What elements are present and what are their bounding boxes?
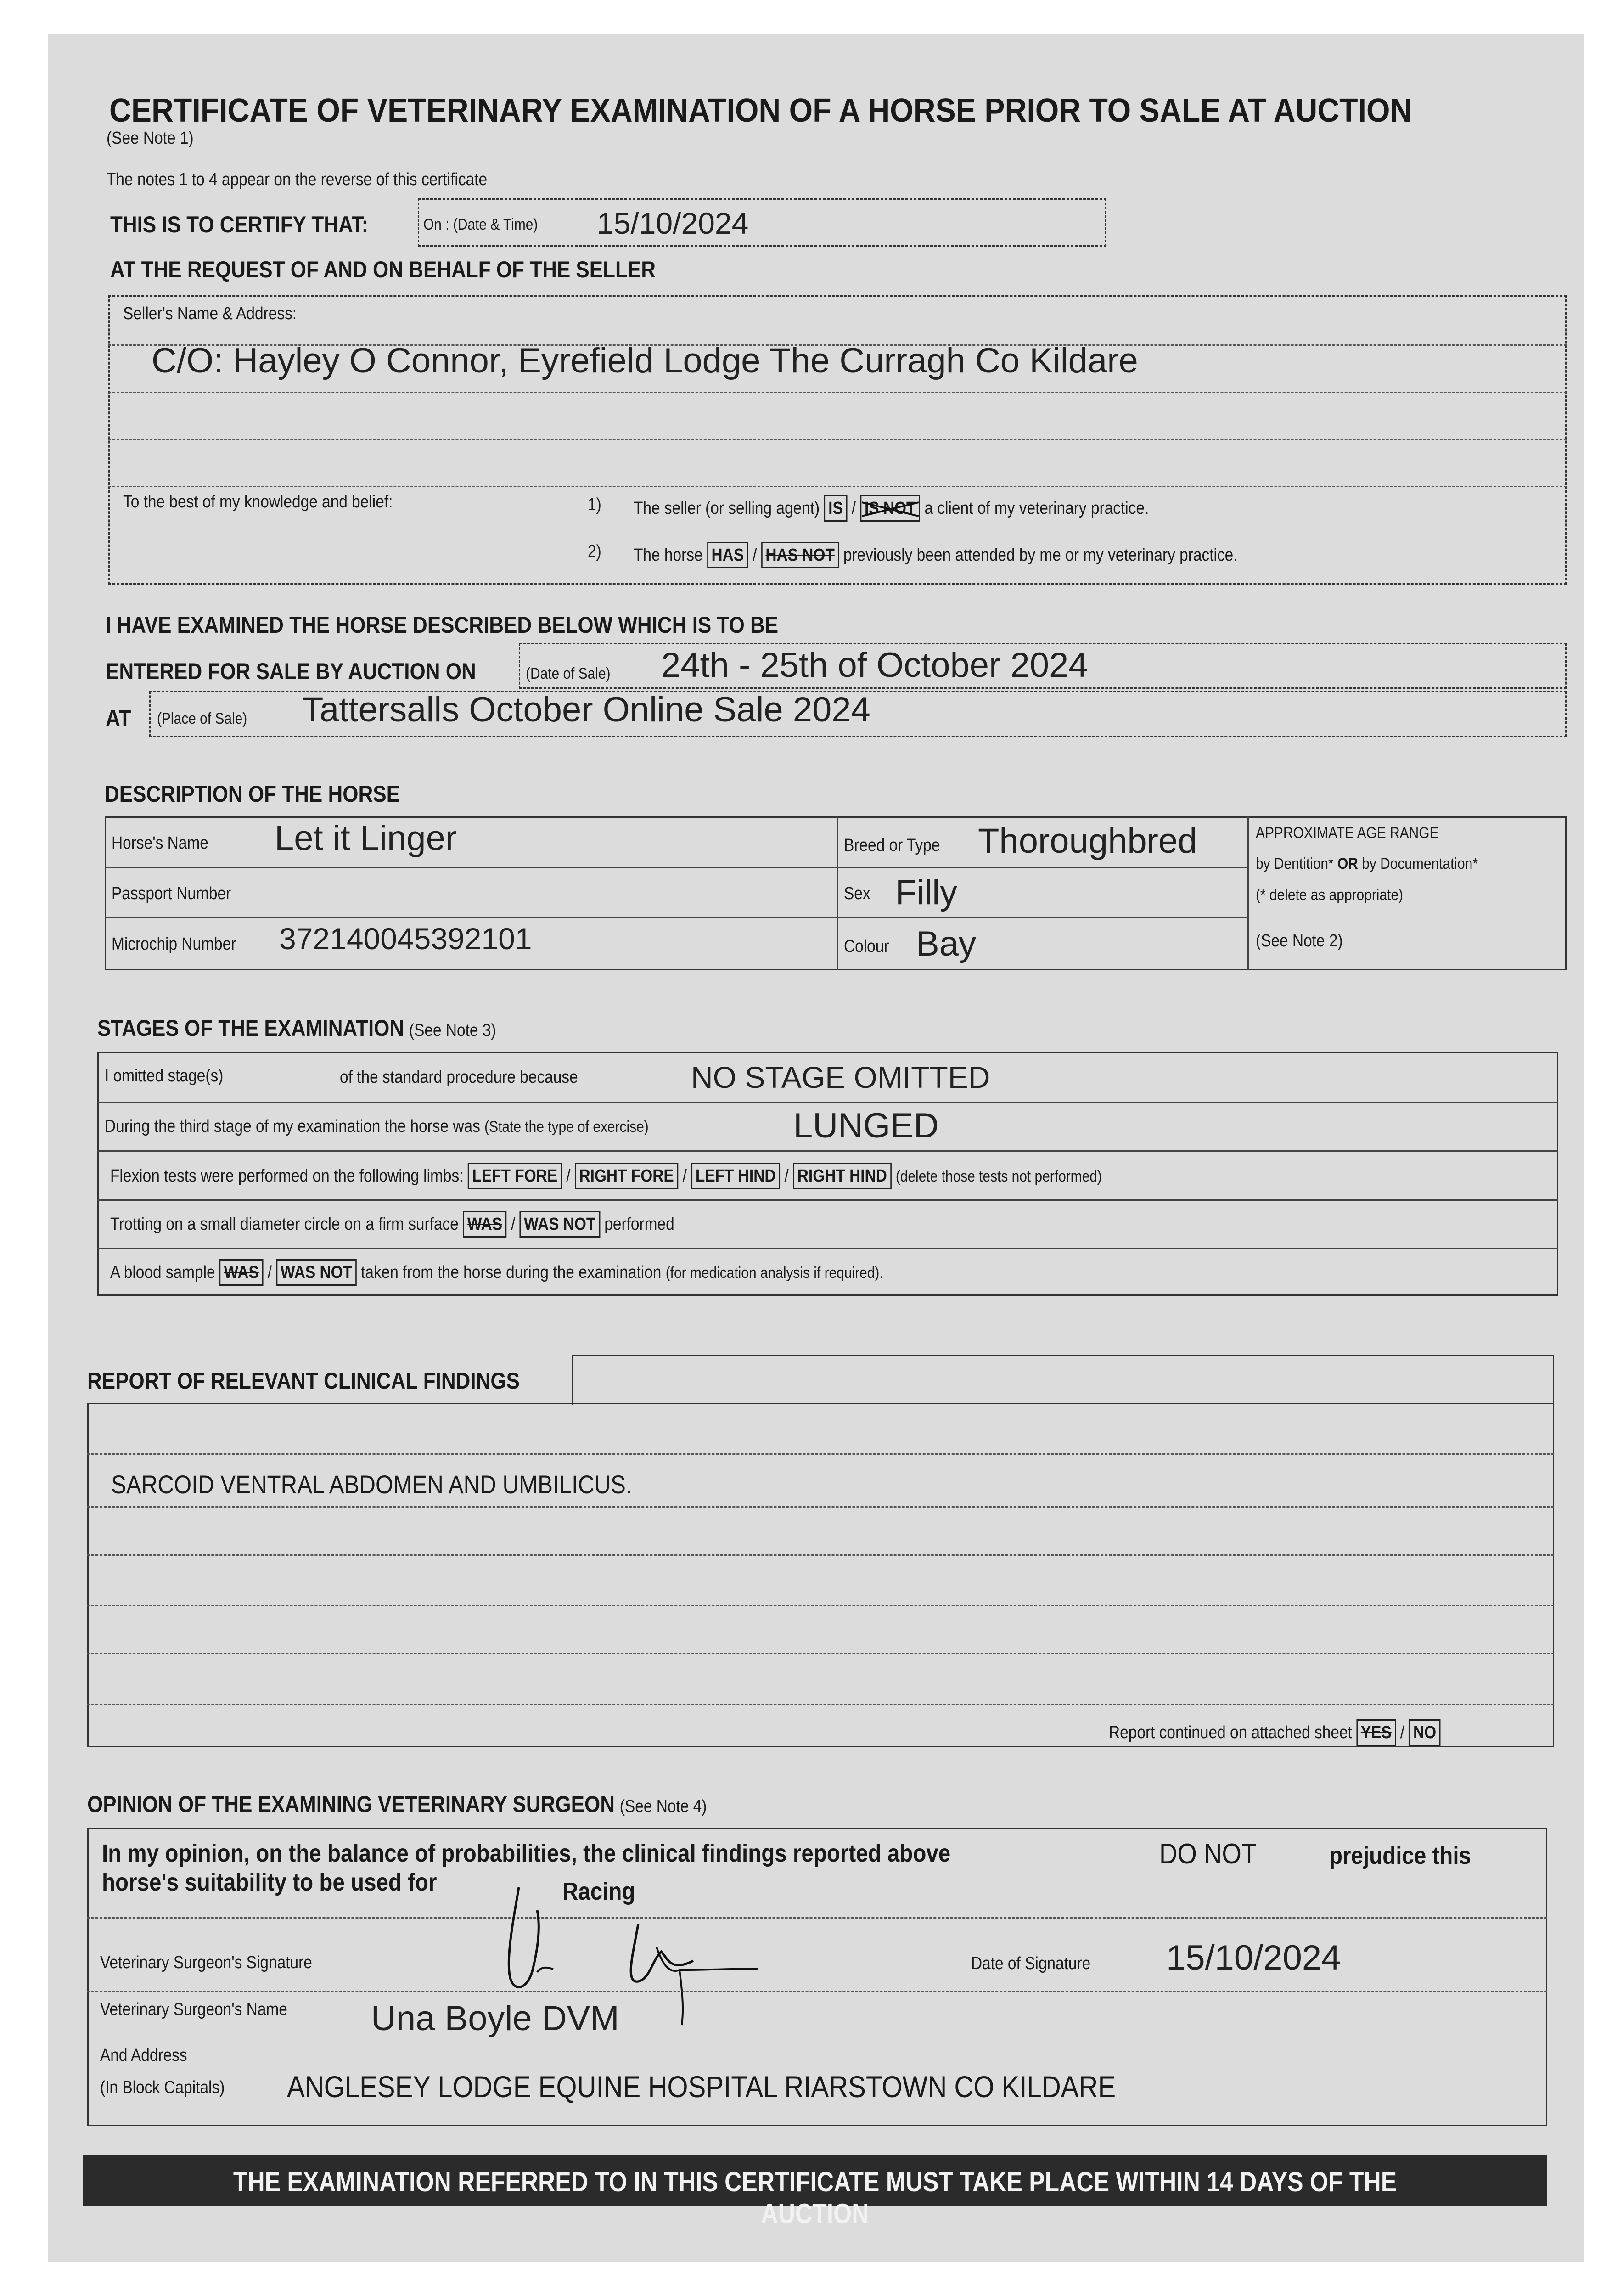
slash: / bbox=[753, 546, 757, 565]
age-title: APPROXIMATE AGE RANGE bbox=[1256, 824, 1439, 842]
seller-label: Seller's Name & Address: bbox=[123, 304, 297, 323]
item1-text: The seller (or selling agent) bbox=[634, 499, 820, 518]
trot-row bbox=[110, 1211, 674, 1238]
report-heading: REPORT OF RELEVANT CLINICAL FINDINGS bbox=[87, 1368, 520, 1394]
continued-row bbox=[1109, 1719, 1441, 1746]
slash: / bbox=[566, 1166, 571, 1186]
microchip-label: Microchip Number bbox=[112, 934, 236, 954]
flexion-row bbox=[110, 1163, 1102, 1189]
flex-note: (delete those tests not performed) bbox=[895, 1168, 1102, 1185]
colour-label: Colour bbox=[844, 937, 889, 956]
blood-note: (for medication analysis if required). bbox=[665, 1264, 883, 1282]
continued-no-option: NO bbox=[1409, 1719, 1441, 1746]
omitted-value: NO STAGE OMITTED bbox=[691, 1060, 990, 1094]
page-title: CERTIFICATE OF VETERINARY EXAMINATION OF A HORSE PRIOR TO SALE AT AUCTION bbox=[109, 92, 1412, 129]
divider bbox=[87, 1991, 1547, 1992]
continued-yes-option: YES bbox=[1356, 1719, 1396, 1746]
divider bbox=[837, 816, 838, 970]
sale-place: Tattersalls October Online Sale 2024 bbox=[302, 690, 870, 729]
divider bbox=[87, 1453, 1554, 1455]
item1-tail: a client of my veterinary practice. bbox=[924, 499, 1149, 518]
divider bbox=[87, 1605, 1554, 1606]
microchip-number: 372140045392101 bbox=[279, 922, 532, 956]
age-methods bbox=[1256, 855, 1478, 873]
item2-text: The horse bbox=[634, 546, 703, 565]
blood-row bbox=[110, 1259, 883, 1286]
divider bbox=[97, 1102, 1558, 1103]
item2-tail: previously been attended by me or my veterinary practice. bbox=[843, 546, 1238, 565]
footer-banner bbox=[83, 2155, 1547, 2229]
date-signature-label: Date of Signature bbox=[971, 1954, 1091, 1973]
divider bbox=[105, 867, 1248, 868]
seller-address: C/O: Hayley O Connor, Eyrefield Lodge The Curragh Co Kildare bbox=[152, 341, 1138, 380]
slash: / bbox=[851, 499, 856, 518]
exam-date: 15/10/2024 bbox=[597, 206, 749, 240]
flex-left-hind: LEFT HIND bbox=[691, 1163, 780, 1189]
at-label: AT bbox=[106, 705, 131, 731]
stages-heading: STAGES OF THE EXAMINATION bbox=[97, 1015, 404, 1041]
slash: / bbox=[267, 1263, 272, 1282]
sale-date: 24th - 25th of October 2024 bbox=[661, 646, 1088, 685]
blood-was-not-option: WAS NOT bbox=[276, 1259, 356, 1286]
slash: / bbox=[511, 1215, 516, 1234]
divider bbox=[97, 1199, 1558, 1201]
description-heading: DESCRIPTION OF THE HORSE bbox=[105, 781, 400, 807]
divider bbox=[108, 439, 1567, 440]
certify-label: THIS IS TO CERTIFY THAT: bbox=[110, 212, 369, 237]
omitted-label: I omitted stage(s) bbox=[105, 1066, 224, 1086]
blood-was-option: WAS bbox=[219, 1259, 264, 1286]
surgeon-name-label: Veterinary Surgeon's Name bbox=[100, 2000, 287, 2019]
client-is-option: IS bbox=[824, 495, 847, 522]
divider bbox=[97, 1248, 1558, 1249]
flexion-label: Flexion tests were performed on the following limbs: bbox=[110, 1166, 464, 1186]
opinion-line1: In my opinion, on the balance of probabilities, the clinical findings reported above bbox=[102, 1840, 951, 1867]
age-dentition: by Dentition* bbox=[1256, 855, 1334, 872]
request-label: AT THE REQUEST OF AND ON BEHALF OF THE SELLER bbox=[110, 257, 656, 282]
trot-was-option: WAS bbox=[463, 1211, 507, 1238]
item2-number: 2) bbox=[588, 542, 601, 561]
address-label-2: (In Block Capitals) bbox=[100, 2078, 225, 2097]
divider bbox=[97, 1150, 1558, 1152]
third-stage-label: During the third stage of my examination the horse was bbox=[105, 1117, 480, 1136]
blood-tail: taken from the horse during the examination bbox=[361, 1263, 662, 1282]
continued-label: Report continued on attached sheet bbox=[1109, 1723, 1352, 1742]
age-or: OR bbox=[1337, 855, 1358, 872]
opinion-note: (See Note 4) bbox=[619, 1797, 707, 1816]
slash: / bbox=[784, 1166, 789, 1186]
age-delete-note: (* delete as appropriate) bbox=[1256, 886, 1404, 904]
trot-label: Trotting on a small diameter circle on a firm surface bbox=[110, 1215, 459, 1234]
divider bbox=[108, 486, 1567, 487]
trot-tail: performed bbox=[604, 1215, 674, 1234]
flex-left-fore: LEFT FORE bbox=[468, 1163, 562, 1189]
examined-line1: I HAVE EXAMINED THE HORSE DESCRIBED BELOW WHICH IS TO BE bbox=[106, 612, 779, 638]
attended-has-option: HAS bbox=[707, 542, 748, 568]
examined-line2: ENTERED FOR SALE BY AUCTION ON bbox=[106, 658, 476, 684]
breed-value: Thoroughbred bbox=[978, 822, 1197, 861]
third-stage-row bbox=[105, 1117, 649, 1137]
colour-value: Bay bbox=[916, 924, 976, 963]
divider bbox=[105, 917, 1248, 918]
attended-has-not-option: HAS NOT bbox=[761, 542, 839, 568]
trot-was-not-option: WAS NOT bbox=[520, 1211, 600, 1238]
item1-row bbox=[634, 495, 1149, 522]
sex-value: Filly bbox=[895, 873, 958, 912]
divider bbox=[87, 1704, 1554, 1705]
passport-label: Passport Number bbox=[112, 884, 231, 903]
sale-date-label: (Date of Sale) bbox=[526, 665, 611, 682]
prejudice-value: DO NOT bbox=[1159, 1838, 1257, 1870]
see-note-1: (See Note 1) bbox=[107, 129, 194, 148]
slash: / bbox=[1400, 1723, 1405, 1742]
notes-line: The notes 1 to 4 appear on the reverse of this certificate bbox=[107, 170, 488, 189]
flex-right-hind: RIGHT HIND bbox=[793, 1163, 891, 1189]
opinion-line2: horse's suitability to be used for bbox=[102, 1868, 437, 1896]
intended-use: Racing bbox=[562, 1878, 635, 1905]
slash: / bbox=[682, 1166, 687, 1186]
divider bbox=[87, 1653, 1554, 1654]
opinion-line1-tail: prejudice this bbox=[1329, 1842, 1471, 1869]
omitted-mid: of the standard procedure because bbox=[340, 1068, 578, 1087]
age-documentation: by Documentation* bbox=[1362, 855, 1478, 872]
surgeon-address: ANGLESEY LODGE EQUINE HOSPITAL RIARSTOWN CO KILDARE bbox=[287, 2070, 1116, 2104]
blood-label: A blood sample bbox=[110, 1263, 215, 1282]
divider bbox=[87, 1554, 1554, 1556]
signature-label: Veterinary Surgeon's Signature bbox=[100, 1953, 312, 1972]
flex-right-fore: RIGHT FORE bbox=[575, 1163, 679, 1189]
client-is-not-option: IS NOT bbox=[860, 495, 920, 522]
date-time-label: On : (Date & Time) bbox=[423, 216, 538, 233]
horse-name: Let it Linger bbox=[275, 819, 457, 858]
exercise-type: LUNGED bbox=[793, 1106, 939, 1145]
address-label-1: And Address bbox=[100, 2046, 187, 2065]
date-signature: 15/10/2024 bbox=[1166, 1938, 1341, 1977]
age-see-note: (See Note 2) bbox=[1256, 931, 1343, 951]
breed-label: Breed or Type bbox=[844, 836, 940, 855]
belief-label: To the best of my knowledge and belief: bbox=[123, 492, 393, 512]
divider bbox=[108, 392, 1567, 393]
report-heading-box bbox=[572, 1355, 1554, 1405]
seller-box bbox=[108, 295, 1567, 585]
sale-place-label: (Place of Sale) bbox=[157, 710, 247, 727]
item1-number: 1) bbox=[588, 495, 601, 514]
divider bbox=[87, 1506, 1554, 1508]
surgeon-name: Una Boyle DVM bbox=[371, 1999, 619, 2038]
footer-text: THE EXAMINATION REFERRED TO IN THIS CERTIFICATE MUST TAKE PLACE WITHIN 14 DAYS OF THE AUCTION bbox=[233, 2167, 1397, 2229]
third-stage-note: (State the type of exercise) bbox=[484, 1118, 649, 1136]
clinical-finding: SARCOID VENTRAL ABDOMEN AND UMBILICUS. bbox=[111, 1470, 632, 1499]
sex-label: Sex bbox=[844, 884, 870, 903]
stages-heading-row bbox=[97, 1015, 496, 1041]
opinion-heading: OPINION OF THE EXAMINING VETERINARY SURGEON bbox=[87, 1791, 615, 1817]
stages-note: (See Note 3) bbox=[409, 1021, 496, 1040]
divider bbox=[87, 1917, 1547, 1919]
item2-row bbox=[634, 542, 1238, 568]
divider bbox=[1247, 816, 1249, 970]
opinion-heading-row bbox=[87, 1791, 707, 1818]
horse-name-label: Horse's Name bbox=[112, 833, 208, 853]
